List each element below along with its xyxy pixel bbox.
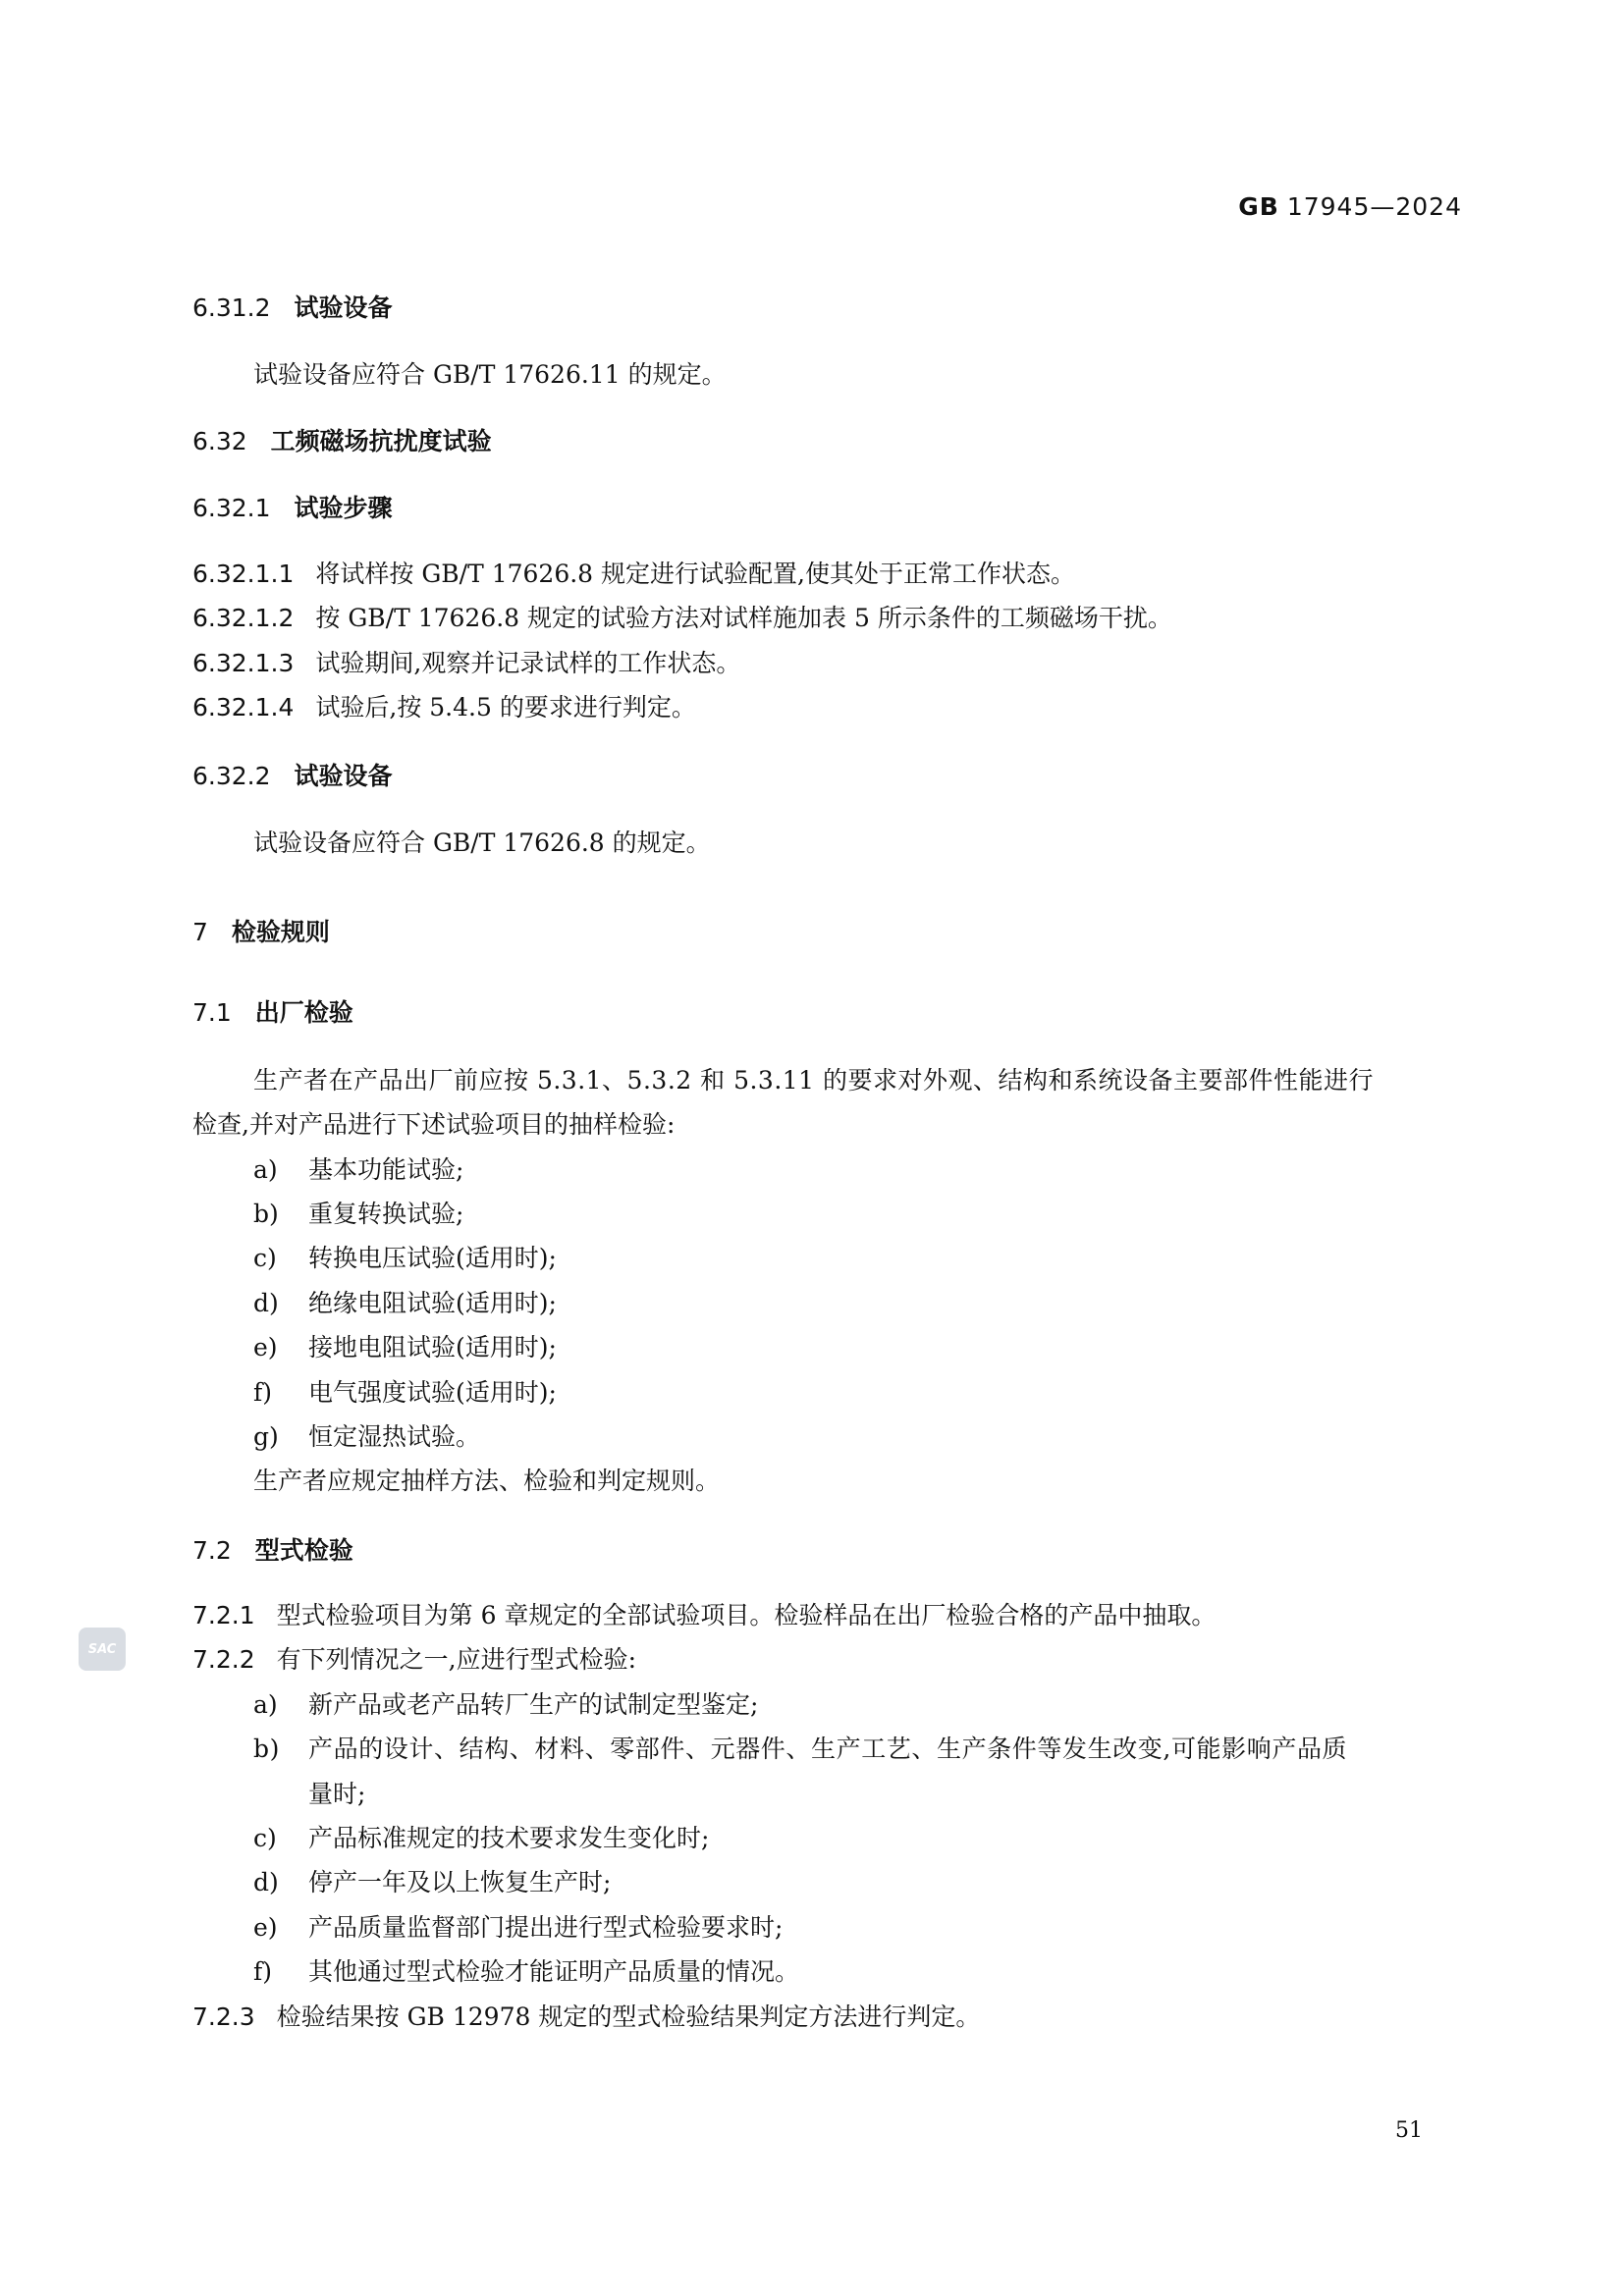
list-marker: e) [253,1333,278,1362]
list-text: 电气强度试验(适用时); [308,1378,557,1407]
list-text: 绝缘电阻试验(适用时); [308,1289,557,1317]
list-item [253,1197,463,1232]
standard-code [1238,192,1462,221]
clause-number: 6.32.1.3 [192,649,295,677]
list-text: 重复转换试验; [308,1200,464,1228]
list-marker: a) [253,1690,278,1719]
list-text: 产品标准规定的技术要求发生变化时; [308,1824,710,1852]
clause-number: 7.2.2 [192,1645,255,1674]
clause-text: 试验期间,观察并记录试样的工作状态。 [315,649,741,677]
list-item [253,1152,463,1188]
page-number: 51 [1395,2118,1423,2143]
clause-7-2-1 [192,1598,1216,1633]
clause-title: 出厂检验 [254,998,353,1027]
list-text: 产品的设计、结构、材料、零部件、元器件、生产工艺、生产条件等发生改变,可能影响产品质 [308,1735,1348,1763]
list-text: 新产品或老产品转厂生产的试制定型鉴定; [308,1690,759,1719]
list-item [253,1286,557,1321]
list-marker: f) [253,1378,273,1407]
clause-number: 7.2.3 [192,2002,255,2031]
clause-number: 7.1 [192,998,232,1027]
clause-number: 7.2 [192,1536,232,1565]
clause-number: 7.2.1 [192,1601,255,1629]
paragraph-7-1-line2: 检查,并对产品进行下述试验项目的抽样检验: [192,1110,676,1139]
list-item-continuation: 量时; [308,1780,366,1808]
clause-number: 6.32.1.2 [192,604,295,632]
chapter-number: 7 [192,918,208,946]
list-item [253,1375,557,1411]
list-item [253,1419,480,1455]
list-item [253,1241,557,1276]
chapter-title: 检验规则 [231,918,330,946]
clause-7-2-3 [192,2000,980,2035]
list-text: 转换电压试验(适用时); [308,1244,557,1272]
heading-7-2 [192,1533,353,1569]
clause-title: 试验设备 [294,762,393,790]
clause-title: 试验步骤 [294,494,393,522]
clause-7-2-2 [192,1642,636,1678]
list-text: 基本功能试验; [308,1155,464,1184]
list-item [253,1865,611,1900]
clause-title: 工频磁场抗扰度试验 [270,427,492,455]
list-marker: c) [253,1244,277,1272]
clause-number: 6.32 [192,427,247,455]
clause-title: 型式检验 [254,1536,353,1565]
heading-7 [192,915,330,950]
clause-number: 6.32.1 [192,494,271,522]
list-item [253,1732,1347,1767]
list-item [253,1954,799,1990]
list-marker: d) [253,1289,279,1317]
paragraph-7-1-line1: 生产者在产品出厂前应按 5.3.1、5.3.2 和 5.3.11 的要求对外观、结构和系统设备主要部件性能进行 [253,1066,1375,1095]
list-marker: d) [253,1868,279,1896]
paragraph-7-1-closing: 生产者应规定抽样方法、检验和判定规则。 [253,1467,721,1495]
list-item [253,1687,758,1723]
list-marker: b) [253,1200,279,1228]
clause-6-32-1-4 [192,690,696,725]
standard-prefix: GB [1238,192,1279,221]
clause-number: 6.31.2 [192,294,271,322]
standard-number: 17945—2024 [1286,192,1462,221]
clause-text: 将试样按 GB/T 17626.8 规定进行试验配置,使其处于正常工作状态。 [315,560,1075,588]
list-text: 产品质量监督部门提出进行型式检验要求时; [308,1913,784,1942]
clause-6-32-1-2 [192,601,1172,636]
list-text: 恒定湿热试验。 [308,1422,481,1451]
heading-6-32 [192,424,492,459]
clause-text: 检验结果按 GB 12978 规定的型式检验结果判定方法进行判定。 [276,2002,981,2031]
list-marker: a) [253,1155,278,1184]
paragraph-6-31-2: 试验设备应符合 GB/T 17626.11 的规定。 [253,360,727,389]
list-marker: b) [253,1735,280,1763]
list-text: 其他通过型式检验才能证明产品质量的情况。 [308,1957,800,1986]
clause-6-32-1-3 [192,646,740,681]
paragraph-6-32-2: 试验设备应符合 GB/T 17626.8 的规定。 [253,828,711,857]
list-text: 停产一年及以上恢复生产时; [308,1868,612,1896]
list-item [253,1821,709,1856]
list-marker: e) [253,1913,278,1942]
list-item [253,1330,557,1365]
heading-6-32-2 [192,759,393,794]
clause-text: 有下列情况之一,应进行型式检验: [276,1645,636,1674]
clause-text: 型式检验项目为第 6 章规定的全部试验项目。检验样品在出厂检验合格的产品中抽取。 [276,1601,1217,1629]
clause-number: 6.32.1.4 [192,693,295,721]
list-item [253,1910,783,1946]
clause-number: 6.32.2 [192,762,271,790]
list-text: 接地电阻试验(适用时); [308,1333,557,1362]
list-marker: c) [253,1824,277,1852]
clause-title: 试验设备 [294,294,393,322]
heading-6-31-2 [192,291,393,326]
clause-6-32-1-1 [192,557,1075,592]
heading-7-1 [192,995,353,1031]
heading-6-32-1 [192,491,393,526]
clause-text: 试验后,按 5.4.5 的要求进行判定。 [315,693,696,721]
list-marker: g) [253,1422,279,1451]
sac-logo: SAC [79,1628,126,1671]
clause-number: 6.32.1.1 [192,560,295,588]
clause-text: 按 GB/T 17626.8 规定的试验方法对试样施加表 5 所示条件的工频磁场干扰。 [315,604,1172,632]
list-marker: f) [253,1957,273,1986]
